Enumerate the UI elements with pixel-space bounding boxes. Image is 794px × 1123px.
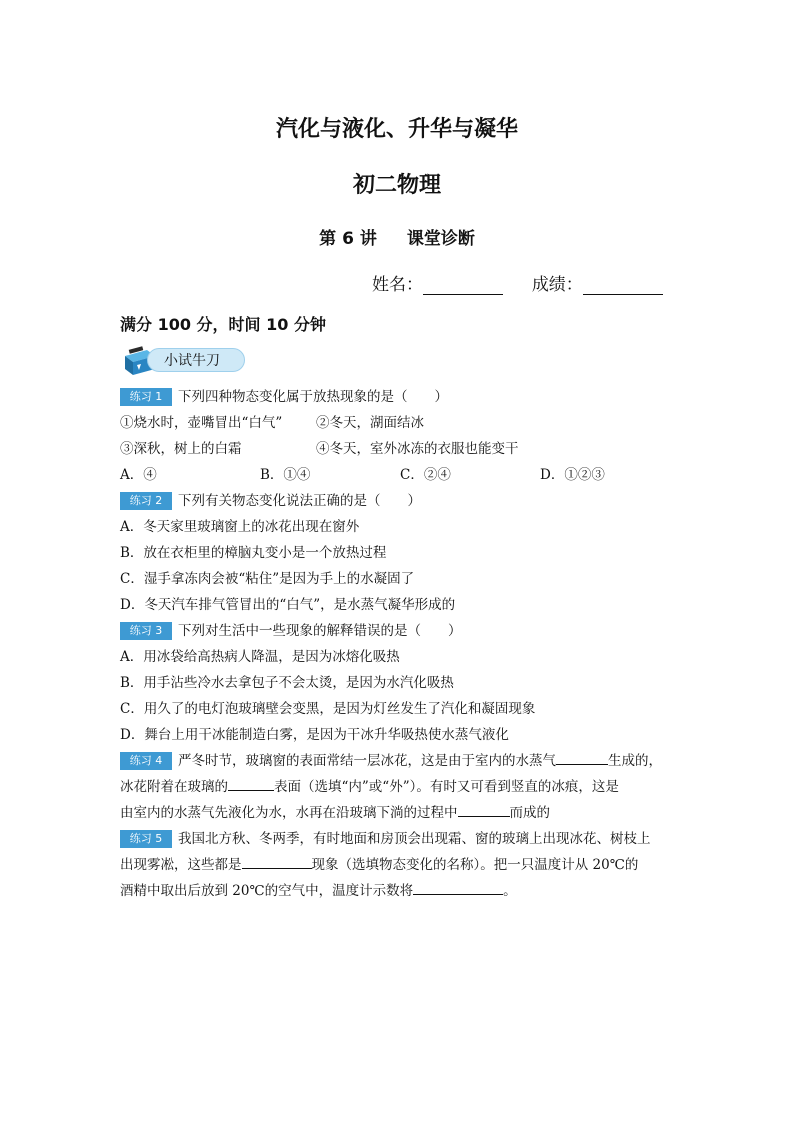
question-1-items: ③深秋，树上的白霜 ④冬天，室外冰冻的衣服也能变干: [120, 441, 519, 457]
question-tag: 练习 3: [120, 622, 172, 640]
exam-info: 满分 100 分，时间 10 分钟: [120, 315, 326, 334]
name-blank[interactable]: [423, 276, 503, 295]
question-tag: 练习 4: [120, 752, 172, 770]
option-a[interactable]: A．用冰袋给高热病人降温，是因为冰熔化吸热: [120, 649, 400, 665]
question-5-line-1: 练习 5 我国北方秋、冬两季，有时地面和房顶会出现霜、窗的玻璃上出现冰花、树枝上: [120, 826, 680, 852]
option-b[interactable]: B．用手沾些冷水去拿包子不会太烫，是因为水汽化吸热: [120, 675, 454, 691]
option-b[interactable]: B．放在衣柜里的樟脑丸变小是一个放热过程: [120, 545, 387, 561]
question-tag: 练习 1: [120, 388, 172, 406]
questions: [120, 384, 680, 904]
question-5-line-3: 酒精中取出后放到 20℃的空气中，温度计示数将 。: [120, 878, 680, 904]
question-tag: 练习 5: [120, 830, 172, 848]
name-label: 姓名：: [372, 275, 423, 295]
student-info-row: [372, 270, 663, 295]
section-label: 小试牛刀: [147, 348, 245, 372]
score-label: 成绩：: [531, 275, 583, 295]
question-tag: 练习 2: [120, 492, 172, 510]
answer-blank[interactable]: [458, 800, 510, 817]
question-1-stem: 练习 1 下列四种物态变化属于放热现象的是（ ）: [120, 384, 680, 410]
answer-blank[interactable]: [242, 852, 312, 869]
page-title: 汽化与液化、升华与凝华: [275, 117, 518, 142]
option-d[interactable]: D．冬天汽车排气管冒出的“白气”，是水蒸气凝华形成的: [120, 597, 456, 613]
question-5-line-2: 出现雾凇，这些都是 现象（选填物态变化的名称）。把一只温度计从 20℃的: [120, 852, 680, 878]
question-3-stem: 练习 3 下列对生活中一些现象的解释错误的是（ ）: [120, 618, 680, 644]
option-d[interactable]: D．舞台上用干冰能制造白雾，是因为干冰升华吸热使水蒸气液化: [120, 727, 509, 743]
answer-blank[interactable]: [556, 748, 608, 765]
option-c[interactable]: C．用久了的电灯泡玻璃壁会变黑，是因为灯丝发生了汽化和凝固现象: [120, 701, 536, 717]
question-4-line-3: 由室内的水蒸气先液化为水，水再在沿玻璃下淌的过程中 而成的: [120, 800, 680, 826]
section-badge: [119, 342, 249, 376]
option-b[interactable]: B．①④: [260, 467, 311, 483]
lesson-type: 课堂诊断: [406, 229, 475, 249]
question-1-options: [120, 462, 680, 488]
answer-blank[interactable]: [228, 774, 274, 791]
lesson-heading: [0, 224, 794, 249]
lesson-number: 第 6 讲: [319, 229, 377, 249]
option-c[interactable]: C．②④: [400, 467, 451, 483]
option-a[interactable]: A．④: [120, 467, 157, 483]
question-2-stem: 练习 2 下列有关物态变化说法正确的是（ ）: [120, 488, 680, 514]
subject-title: 初二物理: [352, 173, 441, 198]
option-a[interactable]: A．冬天家里玻璃窗上的冰花出现在窗外: [120, 519, 360, 535]
question-1-items: ①烧水时，壶嘴冒出“白气” ②冬天，湖面结冰: [120, 415, 424, 431]
answer-blank[interactable]: [413, 878, 503, 895]
option-c[interactable]: C．湿手拿冻肉会被“粘住”是因为手上的水凝固了: [120, 571, 415, 587]
score-blank[interactable]: [583, 276, 663, 295]
option-d[interactable]: D．①②③: [540, 467, 605, 483]
question-4-line-1: 练习 4 严冬时节，玻璃窗的表面常结一层冰花，这是由于室内的水蒸气 生成的，: [120, 748, 680, 774]
question-4-line-2: 冰花附着在玻璃的 表面（选填“内”或“外”）。有时又可看到竖直的冰痕，这是: [120, 774, 680, 800]
